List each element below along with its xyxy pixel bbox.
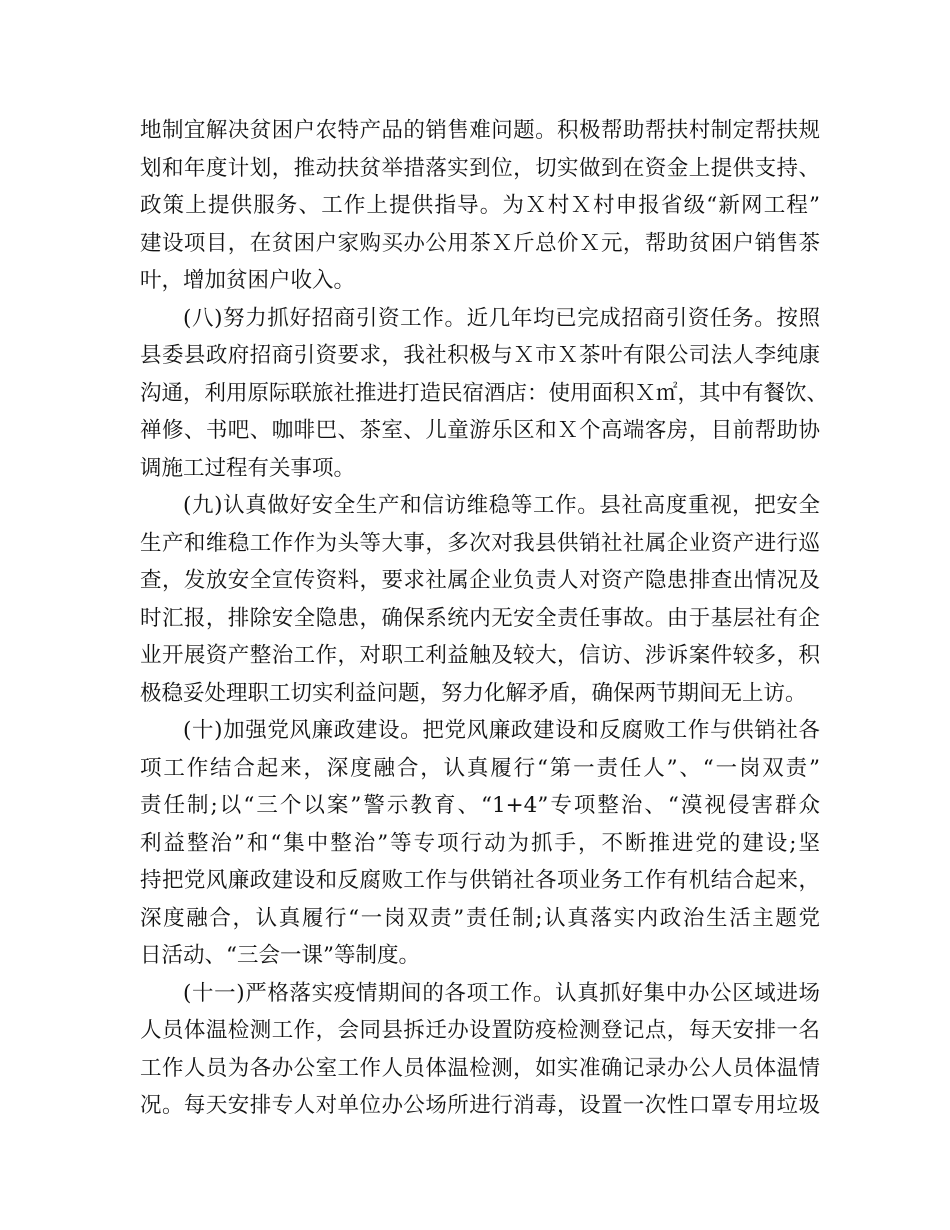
- text-line: 查，发放安全宣传资料，要求社属企业负责人对资产隐患排查出情况及: [140, 568, 820, 593]
- text-line: 项工作结合起来，深度融合，认真履行“第一责任人”、“一岗双责”: [140, 755, 820, 781]
- text-line: 况。每天安排专人对单位办公场所进行消毒，设置一次性口罩专用垃圾: [140, 1093, 820, 1118]
- text-line: 叶，增加贫困户收入。: [140, 268, 356, 293]
- paragraph-10-heading-line: (十)加强党风廉政建设。把党风廉政建设和反腐败工作与供销社各: [183, 718, 820, 743]
- text-line: 利益整治”和“集中整治”等专项行动为抓手，不断推进党的建设;坚: [140, 830, 820, 856]
- text-line: 极稳妥处理职工切实利益问题，努力化解矛盾，确保两节期间无上访。: [140, 680, 807, 706]
- text-line: 调施工过程有关事项。: [140, 455, 356, 481]
- paragraph-8-heading-line: (八)努力抓好招商引资工作。近几年均已完成招商引资任务。按照: [183, 305, 820, 331]
- text-line: 人员体温检测工作，会同县拆迁办设置防疫检测登记点，每天安排一名: [140, 1018, 820, 1043]
- text-line: 禅修、书吧、咖啡巴、茶室、儿童游乐区和Ｘ个高端客房，目前帮助协: [140, 418, 820, 443]
- text-line: 政策上提供服务、工作上提供指导。为Ｘ村Ｘ村申报省级“新网工程”: [140, 193, 820, 218]
- paragraph-11-heading-line: (十一)严格落实疫情期间的各项工作。认真抓好集中办公区域进场: [183, 980, 820, 1006]
- text-line: 日活动、“三会一课”等制度。: [140, 943, 420, 968]
- text-line: 业开展资产整治工作，对职工利益触及较大，信访、涉诉案件较多，积: [140, 643, 820, 668]
- text-line: 划和年度计划，推动扶贫举措落实到位，切实做到在资金上提供支持、: [140, 155, 820, 181]
- text-line: 责任制;以“三个以案”警示教育、“1+4”专项整治、“漠视侵害群众: [140, 793, 820, 818]
- paragraph-9-heading-line: (九)认真做好安全生产和信访维稳等工作。县社高度重视，把安全: [183, 493, 820, 518]
- document-body: [140, 112, 829, 1125]
- text-line: 地制宜解决贫困户农特产品的销售难问题。积极帮助帮扶村制定帮扶规: [140, 118, 820, 143]
- text-line: 持把党风廉政建设和反腐败工作与供销社各项业务工作有机结合起来，: [140, 868, 820, 893]
- text-line: 沟通，利用原际联旅社推进打造民宿酒店：使用面积Ｘ㎡，其中有餐饮、: [140, 380, 829, 406]
- text-line: 工作人员为各办公室工作人员体温检测，如实准确记录办公人员体温情: [140, 1055, 820, 1081]
- text-line: 时汇报，排除安全隐患，确保系统内无安全责任事故。由于基层社有企: [140, 605, 820, 631]
- text-line: 生产和维稳工作作为头等大事，多次对我县供销社社属企业资产进行巡: [140, 530, 820, 556]
- text-line: 建设项目，在贫困户家购买办公用茶Ｘ斤总价Ｘ元，帮助贫困户销售茶: [140, 230, 820, 256]
- text-line: 深度融合，认真履行“一岗双责”责任制;认真落实内政治生活主题党: [140, 905, 820, 931]
- text-line: 县委县政府招商引资要求，我社积极与Ｘ市Ｘ茶叶有限公司法人李纯康: [140, 343, 820, 368]
